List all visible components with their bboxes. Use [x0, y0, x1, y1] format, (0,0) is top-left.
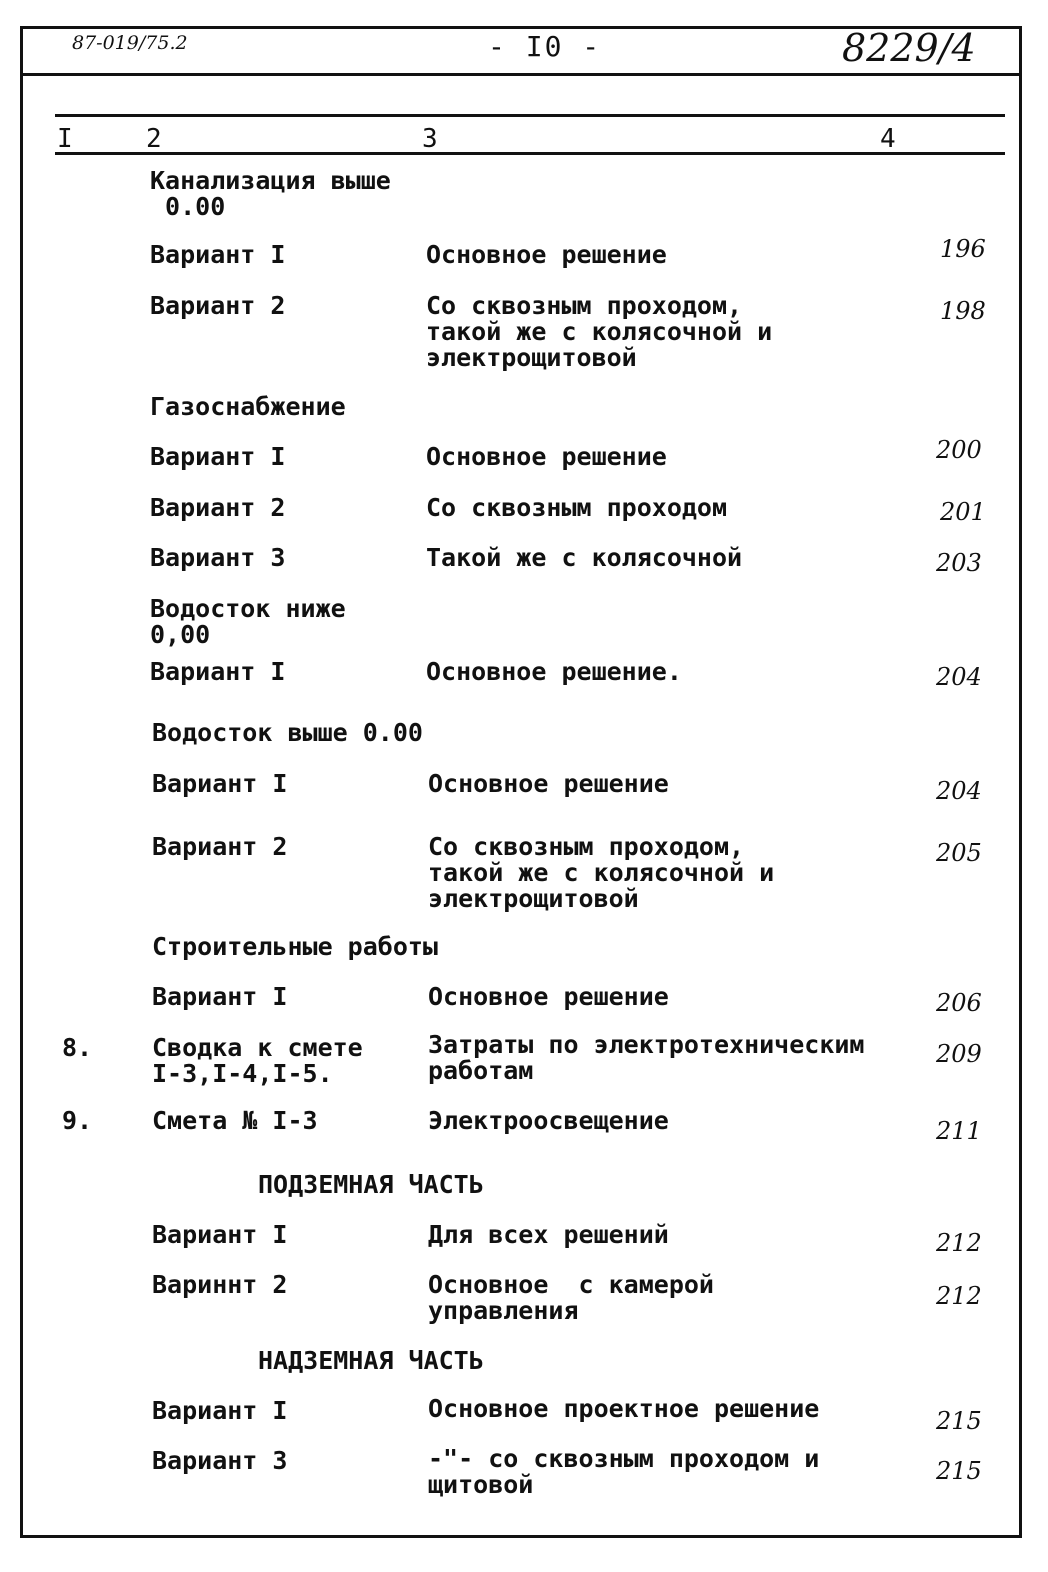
row-name: Вариант 2	[150, 493, 286, 522]
row-page: 201	[940, 498, 986, 526]
row-desc: Основное решение	[428, 769, 669, 798]
row-page: 215	[936, 1407, 982, 1435]
row-desc: Со сквозным проходом, такой же с колясочной и электрощитовой	[428, 832, 775, 913]
row-desc: Затраты по электротехническим работам	[428, 1030, 865, 1085]
row-page: 212	[936, 1229, 982, 1257]
row-page: 196	[940, 235, 986, 263]
row-number: 9.	[62, 1106, 93, 1135]
table-header-rule	[55, 152, 1005, 155]
row-page: 204	[936, 777, 982, 805]
row-desc: Со сквозным проходом	[426, 493, 728, 522]
row-name: Вариант I	[152, 769, 288, 798]
row-name: Сводка к смете I-3,I-4,I-5.	[152, 1033, 363, 1088]
column-header-2: 2	[146, 124, 162, 154]
row-page: 209	[936, 1040, 982, 1068]
row-name: Водосток выше 0.00	[152, 718, 423, 747]
row-number: 8.	[62, 1033, 93, 1062]
table-top-rule	[55, 114, 1005, 117]
row-page: 211	[936, 1117, 982, 1145]
row-name: Вариант 2	[152, 832, 288, 861]
section-heading: ПОДЗЕМНАЯ ЧАСТЬ	[258, 1170, 484, 1199]
row-desc: Основное проектное решение	[428, 1394, 820, 1423]
row-name: Вариант 3	[152, 1446, 288, 1475]
row-desc: -"- со сквозным проходом и щитовой	[428, 1444, 820, 1499]
row-name: Вариант I	[152, 982, 288, 1011]
row-desc: Основное решение	[426, 240, 667, 269]
row-desc: Основное решение.	[426, 657, 682, 686]
row-page: 215	[936, 1457, 982, 1485]
row-desc: Основное с камерой управления	[428, 1270, 714, 1325]
column-header-1: I	[57, 124, 73, 154]
section-heading: НАДЗЕМНАЯ ЧАСТЬ	[258, 1346, 484, 1375]
sheet-number: 8229/4	[842, 26, 976, 70]
row-name: Вариннт 2	[152, 1270, 288, 1299]
row-name: Вариант 3	[150, 543, 286, 572]
row-page: 200	[936, 436, 982, 464]
row-desc: Электроосвещение	[428, 1106, 669, 1135]
row-name: Смета № I-3	[152, 1106, 318, 1135]
row-name: Строительные работы	[152, 932, 438, 961]
row-page: 198	[940, 297, 986, 325]
row-name: Водосток ниже 0,00	[150, 594, 346, 649]
row-page: 204	[936, 663, 982, 691]
row-desc: Со сквозным проходом, такой же с колясочной и электрощитовой	[426, 291, 773, 372]
page-number: - I0 -	[488, 30, 602, 63]
row-name: Вариант 2	[150, 291, 286, 320]
row-name: Вариант I	[150, 240, 286, 269]
row-desc: Основное решение	[428, 982, 669, 1011]
row-desc: Такой же с колясочной	[426, 543, 743, 572]
row-page: 203	[936, 549, 982, 577]
row-name: Вариант I	[152, 1220, 288, 1249]
row-name: Канализация выше 0.00	[150, 166, 391, 221]
row-page: 206	[936, 989, 982, 1017]
column-header-3: 3	[422, 124, 438, 154]
doc-code: 87-019/75.2	[72, 32, 188, 54]
row-name: Вариант I	[152, 1396, 288, 1425]
column-header-4: 4	[880, 124, 896, 154]
row-page: 212	[936, 1282, 982, 1310]
row-page: 205	[936, 839, 982, 867]
row-desc: Основное решение	[426, 442, 667, 471]
row-desc: Для всех решений	[428, 1220, 669, 1249]
row-name: Газоснабжение	[150, 392, 346, 421]
row-name: Вариант I	[150, 442, 286, 471]
row-name: Вариант I	[150, 657, 286, 686]
